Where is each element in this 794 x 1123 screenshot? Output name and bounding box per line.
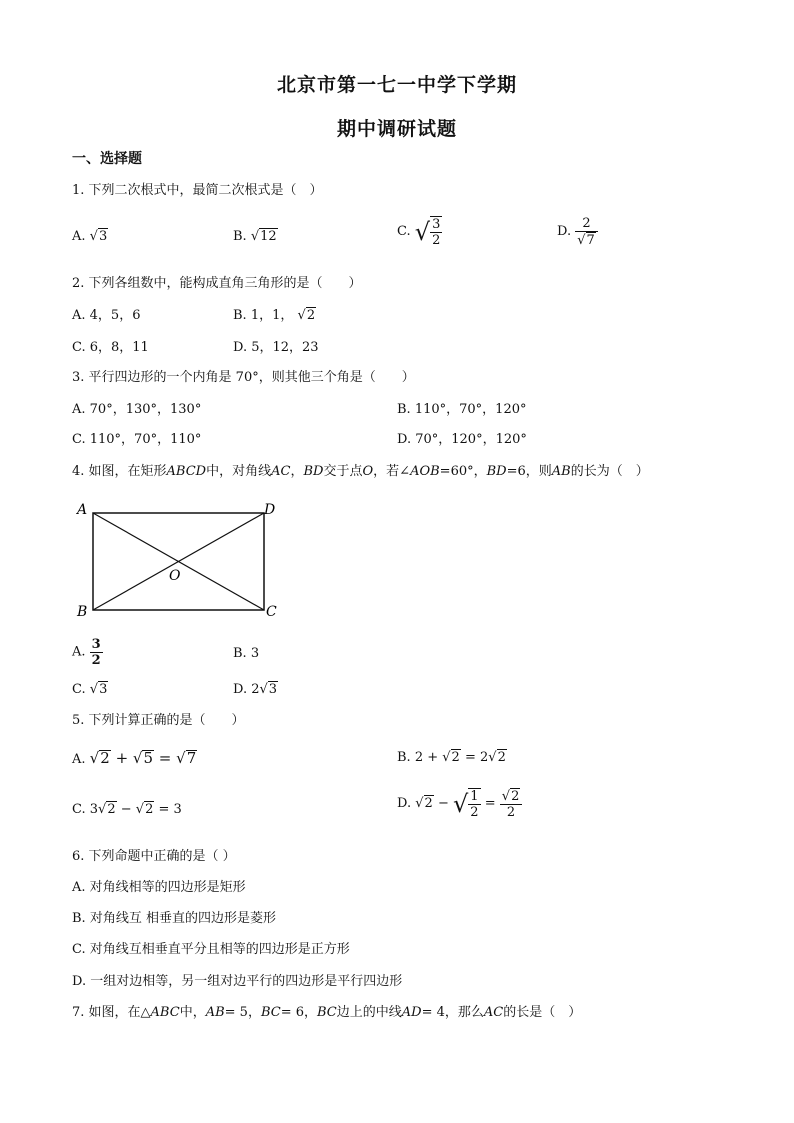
fraction [575, 216, 598, 248]
radicand: 12 [260, 229, 277, 244]
question-3-option-c: C. 110°，70°，110° [72, 432, 202, 447]
option-label: C. [397, 224, 411, 239]
stem-var: AD [401, 1005, 422, 1020]
operator: − [120, 802, 132, 817]
option-label: B. [397, 750, 411, 765]
sqrt-symbol: √ [414, 218, 431, 246]
operator: = [484, 796, 496, 811]
numerator: 1 [470, 789, 479, 804]
fraction [430, 216, 442, 248]
stem-var: BD [303, 464, 324, 479]
option-label: D. [397, 796, 412, 811]
stem-text: 4. 如图，在矩形 [72, 464, 167, 479]
question-1-option-a [72, 228, 108, 246]
sqrt-expression: √2 [297, 308, 316, 323]
question-5-stem: 5. 下列计算正确的是（ ） [72, 713, 245, 728]
question-5-option-c [72, 801, 182, 819]
rectangle-figure [70, 498, 290, 624]
radicand: 2 [451, 750, 460, 765]
stem-var: BC [260, 1005, 281, 1020]
numerator: 2 [575, 216, 598, 232]
stem-var: AB [551, 464, 571, 479]
denominator: √7 [577, 233, 595, 248]
option-label: B. [233, 229, 247, 244]
math-text: 3 [89, 802, 99, 817]
stem-text: 中， [179, 1005, 206, 1020]
stem-text: = 6， [280, 1005, 317, 1020]
radicand: 2 [424, 796, 433, 811]
question-4-option-c [72, 681, 108, 699]
radicand: 2 [107, 802, 116, 817]
question-6-option-b: B. 对角线互 相垂直的四边形是菱形 [72, 911, 276, 926]
option-label: D. [557, 224, 572, 239]
question-4-option-a [72, 637, 103, 668]
stem-var: AOB [410, 464, 440, 479]
stem-text: 的长为（ ） [570, 464, 649, 479]
math-text: 2 + [414, 750, 439, 765]
sqrt-expression: √12 [250, 229, 277, 244]
operator: = [158, 749, 172, 767]
question-2-option-a: A. 4，5，6 [72, 308, 141, 323]
question-5-option-b [397, 749, 507, 767]
radicand: 2 [511, 789, 520, 804]
radicand: 2 [145, 802, 154, 817]
math-text: = 3 [158, 802, 182, 817]
denominator: 2 [506, 805, 516, 820]
sqrt-expression: √3 [89, 682, 108, 697]
vertex-label-c: C [266, 604, 277, 620]
radicand: 7 [586, 233, 595, 248]
question-7-stem [72, 1004, 581, 1022]
stem-text: 7. 如图，在△ [72, 1005, 151, 1020]
radicand: 3 [268, 682, 278, 697]
math-expression: √2 + √5 = √7 [89, 749, 197, 767]
stem-text: 的长是（ ） [503, 1005, 582, 1020]
numerator: 3 [432, 217, 441, 232]
option-label: A. [72, 644, 86, 660]
option-label: C. [72, 682, 86, 697]
stem-text: 交于点 [323, 464, 363, 479]
operator: − [437, 796, 449, 811]
stem-text: = 5， [224, 1005, 261, 1020]
stem-var: AB [205, 1005, 225, 1020]
question-5-option-d [397, 788, 522, 820]
question-6-option-d: D. 一组对边相等，另一组对边平行的四边形是平行四边形 [72, 974, 403, 989]
radicand: 3 [99, 682, 108, 697]
math-expression: 3√2 − √2 = 3 [89, 802, 182, 817]
option-label: D. 2 [233, 682, 260, 697]
denominator: 2 [470, 805, 479, 820]
question-1-option-b [233, 228, 278, 246]
question-3-option-d: D. 70°，120°，120° [397, 432, 527, 447]
stem-text: =60°， [439, 464, 487, 479]
stem-var: O [362, 464, 374, 479]
math-expression: 2 + √2 = 2√2 [414, 750, 506, 765]
question-6-stem: 6. 下列命题中正确的是（ ） [72, 849, 236, 864]
question-3-option-b: B. 110°，70°，120° [397, 402, 527, 417]
exam-subtitle: 期中调研试题 [336, 118, 457, 140]
question-6-option-a: A. 对角线相等的四边形是矩形 [72, 880, 246, 895]
question-3-option-a: A. 70°，130°，130° [72, 402, 202, 417]
vertex-label-b: B [77, 604, 88, 620]
fraction [90, 637, 103, 668]
question-2-option-c: C. 6，8，11 [72, 340, 149, 355]
fraction [500, 788, 523, 820]
question-4-stem [72, 463, 649, 481]
vertex-label-d: D [264, 502, 276, 518]
denominator: 2 [91, 653, 101, 668]
sqrt-symbol: √ [453, 790, 469, 818]
question-5-option-a [72, 749, 197, 769]
radicand: 5 [143, 749, 154, 767]
operator: + [115, 749, 129, 767]
question-1-option-c [397, 216, 442, 248]
question-4-option-d [233, 681, 278, 699]
question-2-option-b [233, 307, 316, 325]
option-text: B. 1，1， [233, 308, 294, 323]
center-label-o: O [169, 568, 181, 584]
option-label: C. [72, 802, 86, 817]
question-1-option-d [557, 216, 598, 248]
stem-var: AC [483, 1005, 504, 1020]
stem-var: BC [317, 1005, 337, 1020]
stem-var: AC [271, 464, 291, 479]
sqrt-expression: √3 [89, 229, 108, 244]
radicand: 3 [98, 229, 108, 244]
option-label: A. [72, 752, 86, 767]
stem-var: ABCD [166, 464, 207, 479]
stem-text: =6，则 [506, 464, 552, 479]
fraction [468, 788, 480, 820]
vertex-label-a: A [77, 502, 88, 518]
question-3-stem: 3. 平行四边形的一个内角是 70°，则其他三个角是（ ） [72, 370, 415, 385]
numerator: 3 [91, 637, 101, 652]
question-4-option-b: B. 3 [233, 646, 260, 661]
radicand: 2 [306, 308, 316, 323]
option-label: A. [72, 229, 86, 244]
question-6-option-c: C. 对角线互相垂直平分且相等的四边形是正方形 [72, 942, 350, 957]
sqrt-expression: √2 [415, 796, 433, 811]
denominator: 2 [432, 233, 441, 248]
math-text: = 2 [464, 750, 489, 765]
sqrt-expression: √3 [259, 682, 278, 697]
stem-text: 中，对角线 [206, 464, 272, 479]
stem-var: BD [486, 464, 507, 479]
question-2-option-d: D. 5，12，23 [233, 340, 319, 355]
stem-var: ABC [150, 1005, 180, 1020]
stem-text: ，若∠ [373, 464, 411, 479]
question-2-stem: 2. 下列各组数中，能构成直角三角形的是（ ） [72, 276, 362, 291]
radicand: 2 [497, 750, 506, 765]
stem-text: ， [290, 464, 304, 479]
numerator: √2 [500, 788, 523, 805]
question-1-stem: 1. 下列二次根式中，最简二次根式是（ ） [72, 183, 323, 198]
radicand: 7 [186, 749, 197, 767]
exam-title: 北京市第一七一中学下学期 [276, 74, 517, 96]
section-heading: 一、选择题 [72, 151, 142, 167]
stem-text: 边上的中线 [336, 1005, 402, 1020]
radicand: 2 [100, 749, 110, 767]
stem-text: = 4，那么 [421, 1005, 484, 1020]
